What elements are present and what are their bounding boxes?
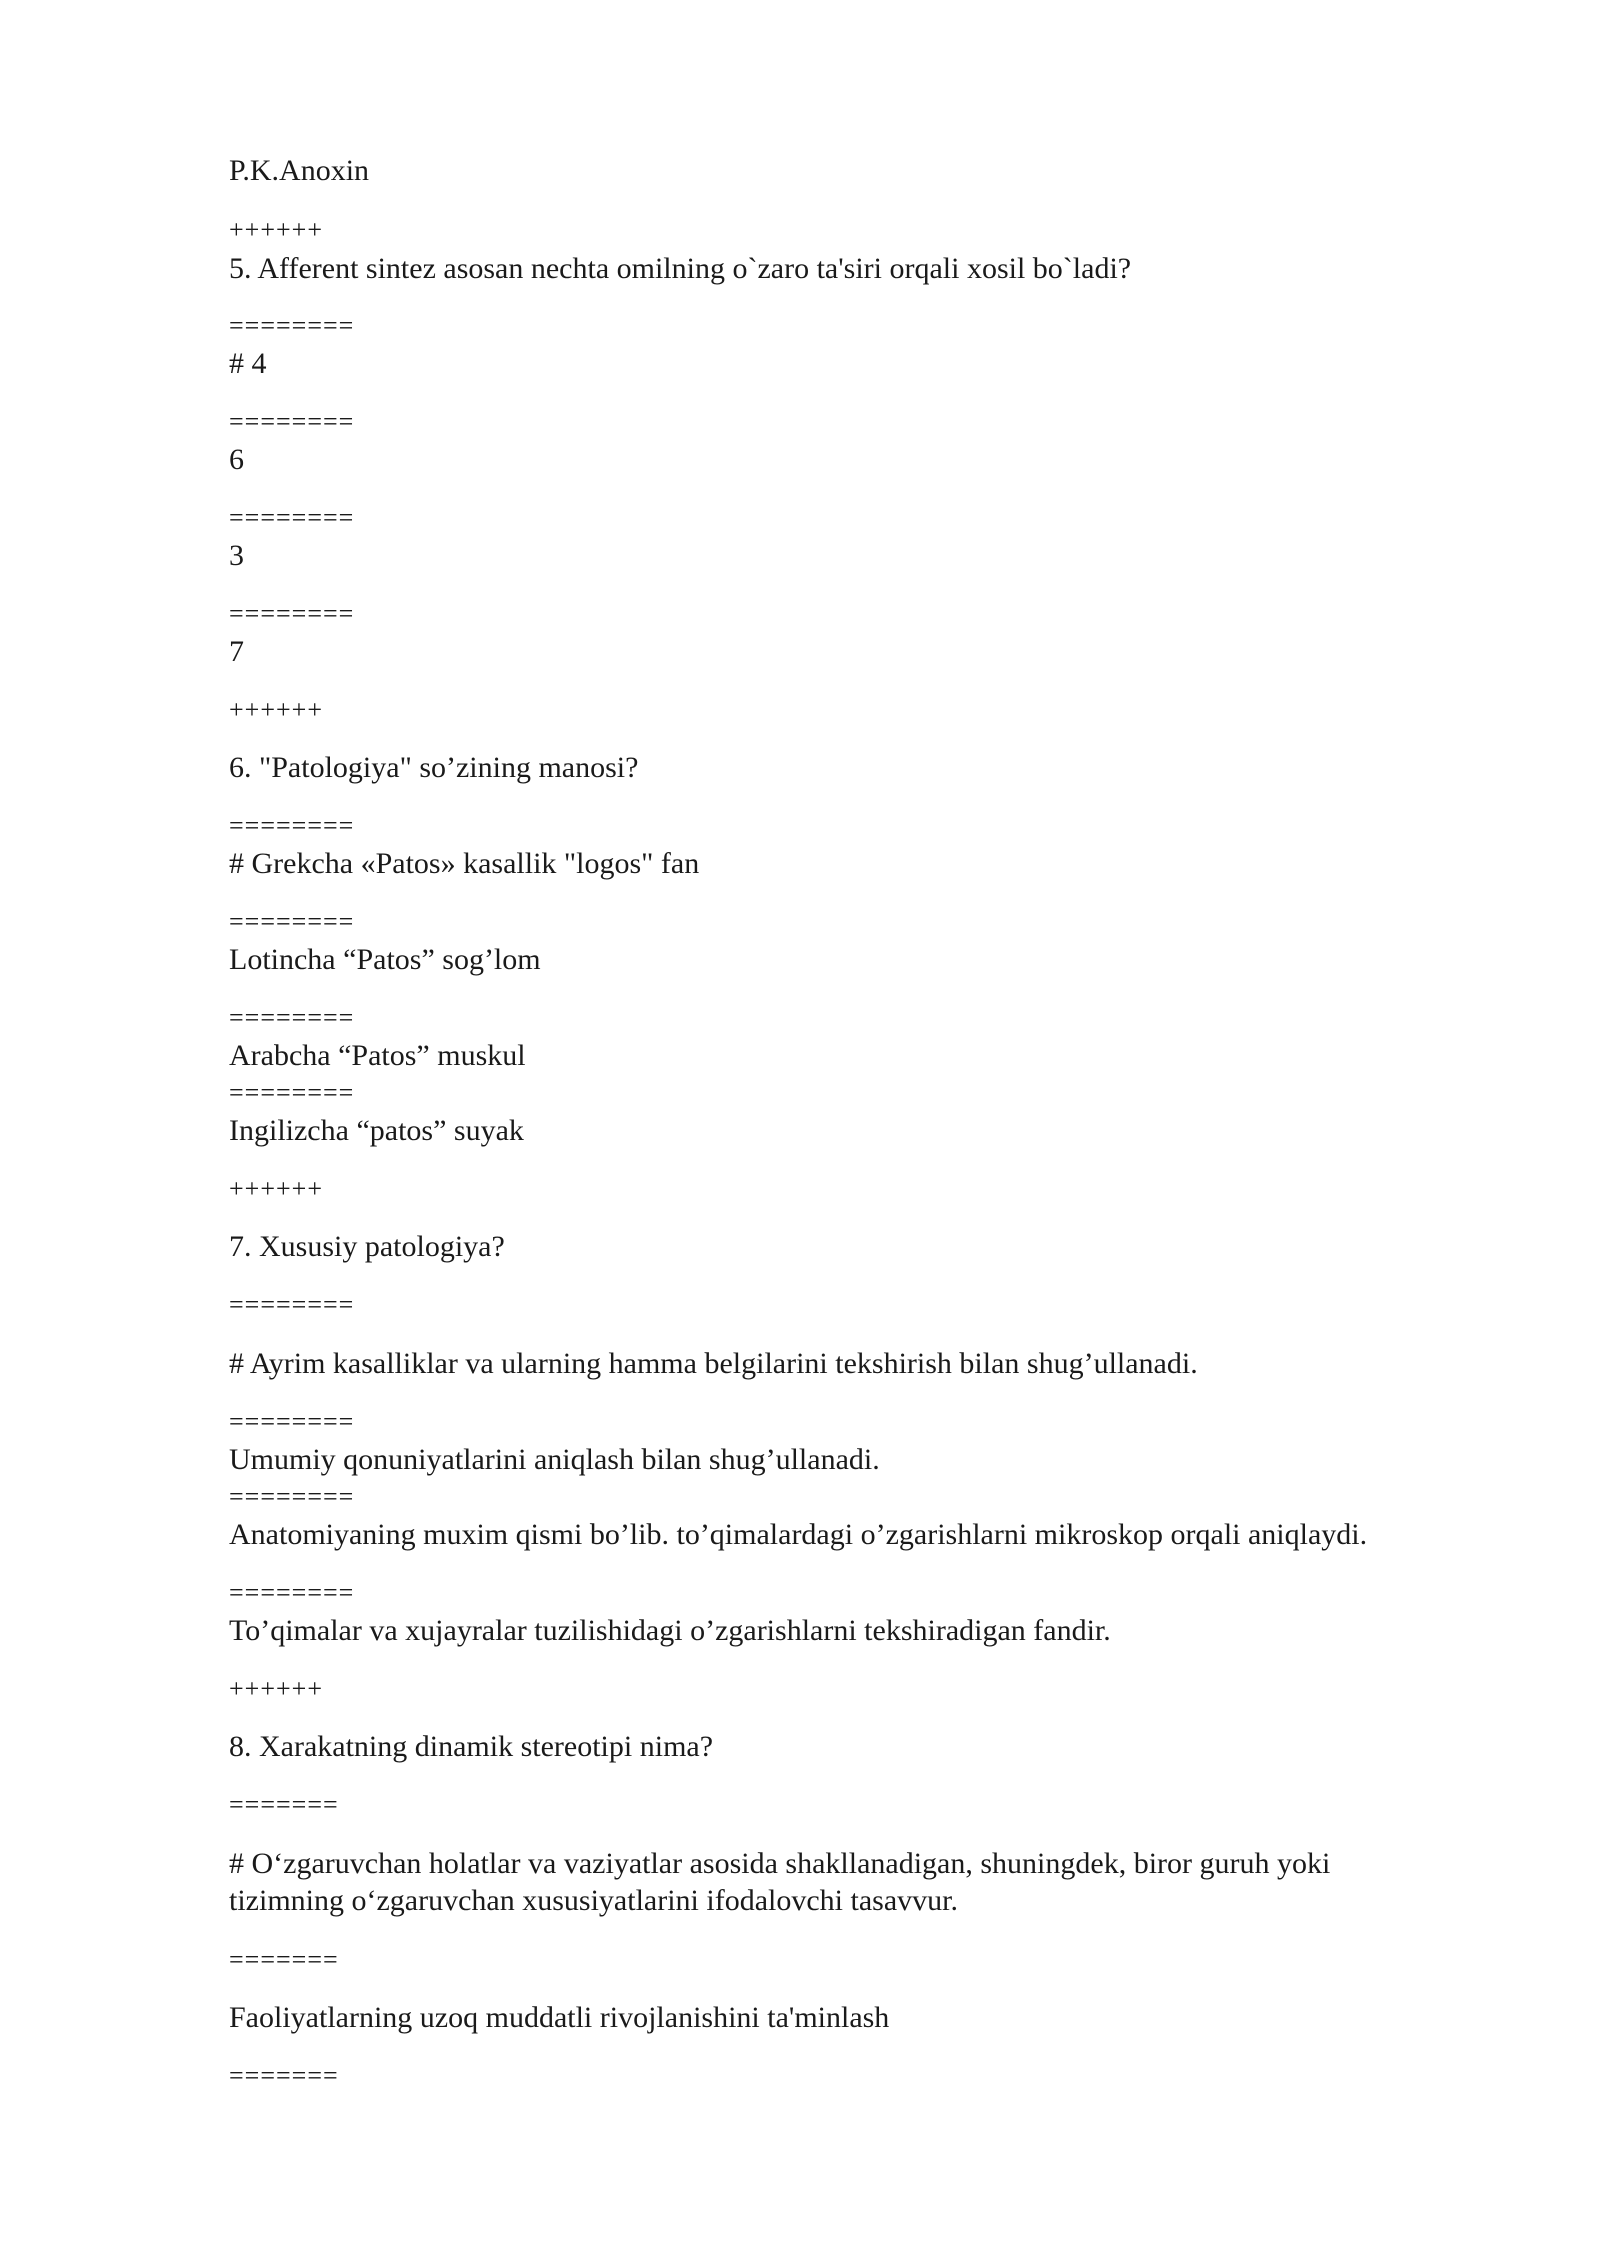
question-line: 8. Xarakatning dinamik stereotipi nima? bbox=[229, 1730, 714, 1763]
question-line: 7. Xususiy patologiya? bbox=[229, 1230, 505, 1263]
answer-line: 3 bbox=[229, 539, 244, 572]
separator-line: ======= bbox=[229, 2061, 339, 2090]
separator-line: ======== bbox=[229, 811, 355, 840]
question-line: 5. Afferent sintez asosan nechta omilning o`zaro ta'siri orqali xosil bo`ladi? bbox=[229, 252, 1132, 285]
answer-line: Anatomiyaning muxim qismi bo’lib. to’qimalardagi o’zgarishlarni mikroskop orqali aniqlaydi. bbox=[229, 1518, 1368, 1551]
answer-line: # Grekcha «Patos» kasallik "logos" fan bbox=[229, 847, 700, 880]
separator-line: ======== bbox=[229, 907, 355, 936]
answer-line: To’qimalar va xujayralar tuzilishidagi o’zgarishlarni tekshiradigan fandir. bbox=[229, 1614, 1111, 1647]
separator-line: ======== bbox=[229, 407, 355, 436]
separator-line: ======== bbox=[229, 599, 355, 628]
answer-line: Arabcha “Patos” muskul bbox=[229, 1039, 526, 1072]
separator-line: ======== bbox=[229, 1290, 355, 1319]
separator-line: ======= bbox=[229, 1790, 339, 1819]
answer-line: Faoliyatlarning uzoq muddatli rivojlanishini ta'minlash bbox=[229, 2001, 890, 2034]
separator-line: ======== bbox=[229, 311, 355, 340]
separator-line: ++++++ bbox=[229, 695, 323, 724]
answer-line: 7 bbox=[229, 635, 244, 668]
answer-line: Umumiy qonuniyatlarini aniqlash bilan shug’ullanadi. bbox=[229, 1443, 880, 1476]
separator-line: ======== bbox=[229, 1578, 355, 1607]
separator-line: ======== bbox=[229, 503, 355, 532]
separator-line: ======= bbox=[229, 1945, 339, 1974]
question-line: 6. "Patologiya" so’zining manosi? bbox=[229, 751, 639, 784]
answer-line-continuation: tizimning o‘zgaruvchan xususiyatlarini ifodalovchi tasavvur. bbox=[229, 1884, 958, 1917]
answer-line: Lotincha “Patos” sog’lom bbox=[229, 943, 541, 976]
text-line: P.K.Anoxin bbox=[229, 154, 370, 187]
separator-line: ======== bbox=[229, 1482, 355, 1511]
separator-line: ======== bbox=[229, 1407, 355, 1436]
separator-line: ++++++ bbox=[229, 1174, 323, 1203]
answer-line: # Ayrim kasalliklar va ularning hamma belgilarini tekshirish bilan shug’ullanadi. bbox=[229, 1347, 1198, 1380]
answer-line: Ingilizcha “patos” suyak bbox=[229, 1114, 524, 1147]
separator-line: ++++++ bbox=[229, 1674, 323, 1703]
answer-line: # O‘zgaruvchan holatlar va vaziyatlar asosida shakllanadigan, shuningdek, biror guruh yoki bbox=[229, 1847, 1331, 1880]
separator-line: ======== bbox=[229, 1003, 355, 1032]
separator-line: ======== bbox=[229, 1078, 355, 1107]
answer-line: # 4 bbox=[229, 347, 267, 380]
answer-line: 6 bbox=[229, 443, 244, 476]
separator-line: ++++++ bbox=[229, 215, 323, 244]
